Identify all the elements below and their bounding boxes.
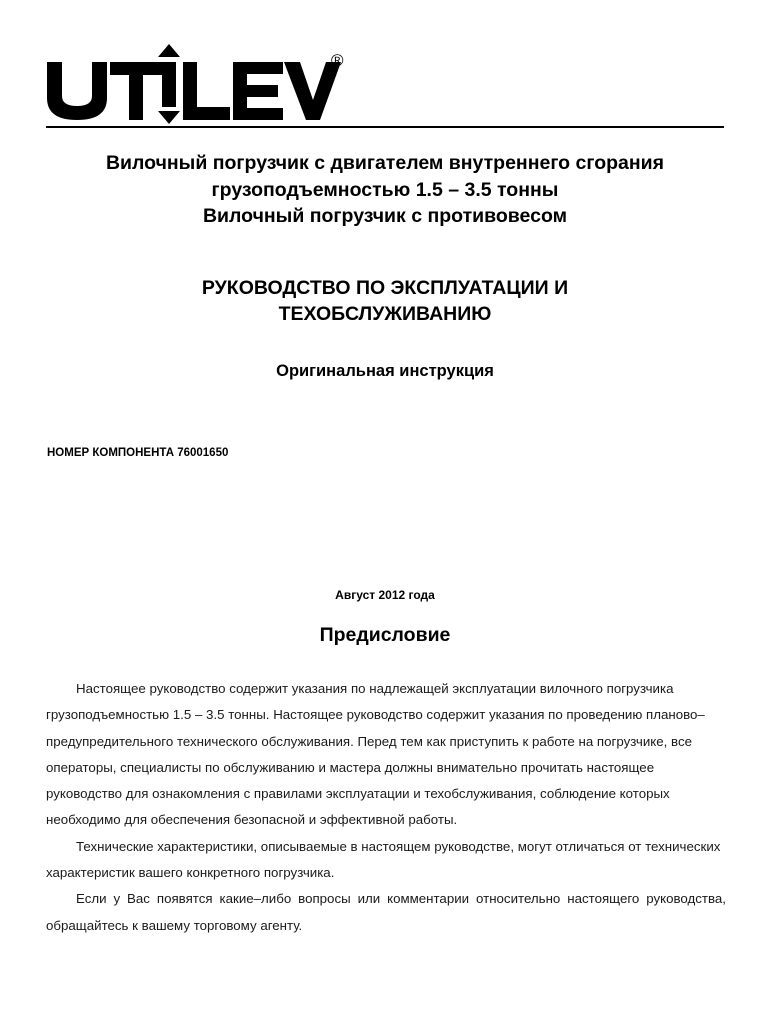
header-divider [46, 126, 724, 128]
publication-date: Август 2012 года [335, 588, 435, 602]
manual-title-line-1: РУКОВОДСТВО ПО ЭКСПЛУАТАЦИИ И [201, 277, 569, 299]
brand-logo [47, 44, 352, 126]
preface-heading: Предисловие [319, 624, 451, 646]
preface-body [46, 676, 726, 939]
preface-paragraph-2: Технические характеристики, описываемые в настоящем руководстве, могут отличаться от технических характеристик вашего конкретного погрузчика. [46, 838, 721, 881]
title-line-1: Вилочный погрузчик с двигателем внутреннего сгорания [105, 152, 665, 174]
document-title [40, 150, 730, 230]
preface-paragraph-1: Настоящее руководство содержит указания по надлежащей эксплуатации вилочного погрузчика грузоподъемностью 1.5 – 3.5 тонны. Настоящее руководство содержит указания по проведению планово–предупредительного технического обслуживания. Перед тем как приступить к работе на погрузчике, все операторы, специалисты по обслуживанию и мастера должны внимательно прочитать настоящее руководство для ознакомления с правилами эксплуатации и техобслуживания, соблюдение которых необходимо для обеспечения безопасной и эффективной работы. [46, 681, 705, 828]
manual-title-line-2: ТЕХОБСЛУЖИВАНИЮ [278, 303, 492, 325]
part-number: НОМЕР КОМПОНЕНТА 76001650 [47, 447, 229, 459]
utilev-logo-graphic [47, 44, 352, 126]
original-instruction-label: Оригинальная инструкция [276, 362, 494, 380]
preface-paragraph-3: Если у Вас появятся какие–либо вопросы или комментарии относительно настоящего руководства, обращайтесь к вашему торговому агенту. [46, 891, 726, 933]
title-line-2: грузоподъемностью 1.5 – 3.5 тонны [211, 178, 559, 201]
registered-trademark-icon: ® [331, 51, 344, 70]
manual-title [40, 275, 730, 327]
title-line-3: Вилочный погрузчик с противовесом [202, 205, 568, 227]
